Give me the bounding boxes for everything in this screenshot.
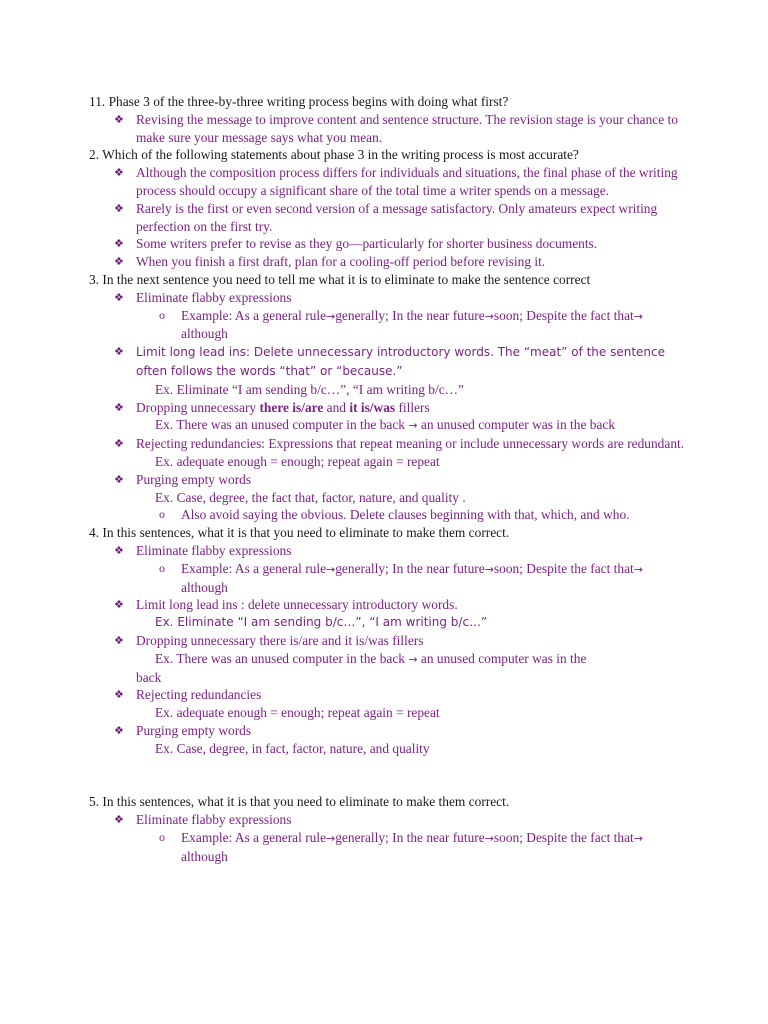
diamond-bullet-icon: ❖ [114, 345, 124, 359]
arrow-icon: → [484, 309, 494, 323]
circle-bullet-icon: o [159, 307, 165, 322]
arrow-icon: → [326, 832, 336, 846]
diamond-bullet-icon: ❖ [114, 723, 124, 737]
diamond-bullet-icon: ❖ [114, 400, 124, 414]
example-line: Ex. There was an unused computer in the back → an unused computer was in the [155, 650, 587, 666]
question-2: 2. Which of the following statements about phase 3 in the writing process is most accurate? [89, 147, 579, 163]
answer-bullet: ❖ Limit long lead ins : delete unnecessary introductory words. [114, 597, 458, 613]
question-5: 5. In this sentences, what it is that you need to eliminate to make them correct. [89, 794, 510, 810]
diamond-bullet-icon: ❖ [114, 237, 124, 251]
answer-bullet: ❖ Dropping unnecessary there is/are and it is/was fillers [114, 632, 424, 648]
answer-bullet: ❖ Rarely is the first or even second version of a message satisfactory. Only amateurs expect writing perfection on the first try. [114, 200, 658, 234]
answer-bullet: ❖ Eliminate flabby expressions [114, 542, 292, 558]
arrow-icon: → [633, 832, 643, 846]
diamond-bullet-icon: ❖ [114, 543, 124, 557]
diamond-bullet-icon: ❖ [114, 437, 124, 451]
example-line: Ex. Case, degree, in fact, factor, nature, and quality [155, 740, 430, 756]
example-line: Ex. adequate enough = enough; repeat again = repeat [155, 453, 440, 469]
sub-bullet: o Example: As a general rule→generally; In the near future→soon; Despite the fact that→ although [159, 560, 643, 595]
diamond-bullet-icon: ❖ [114, 688, 124, 702]
sub-bullet: o Example: As a general rule→generally; In the near future→soon; Despite the fact that→ although [159, 830, 643, 864]
diamond-bullet-icon: ❖ [114, 201, 124, 215]
arrow-icon: → [326, 562, 336, 576]
arrow-icon: → [408, 652, 418, 666]
answer-bullet: ❖ Revising the message to improve content and sentence structure. The revision stage is your chance to make sure your message says what you mean. [114, 111, 678, 145]
diamond-bullet-icon: ❖ [114, 472, 124, 486]
arrow-icon: → [484, 562, 494, 576]
answer-bullet: ❖ Eliminate flabby expressions [114, 289, 292, 305]
question-4: 4. In this sentences, what it is that you need to eliminate to make them correct. [89, 525, 510, 541]
diamond-bullet-icon: ❖ [114, 112, 124, 126]
circle-bullet-icon: o [159, 830, 165, 845]
arrow-icon: → [633, 562, 643, 576]
answer-bullet: ❖ Dropping unnecessary there is/are and it is/was fillers [114, 399, 430, 415]
sub-bullet: o Example: As a general rule→generally; In the near future→soon; Despite the fact that→ although [159, 307, 643, 342]
example-line: Ex. There was an unused computer in the back → an unused computer was in the back [155, 417, 616, 433]
answer-bullet: ❖ Some writers prefer to revise as they go—particularly for shorter business documents. [114, 236, 598, 252]
example-line: Ex. Eliminate “I am sending b/c…”, “I am writing b/c…” [155, 381, 465, 397]
answer-bullet: ❖ Although the composition process differs for individuals and situations, the final phase of the writing process should occupy a significant share of the total time a writer spends on a message. [114, 165, 678, 198]
arrow-icon: → [484, 832, 494, 846]
circle-bullet-icon: o [159, 560, 165, 575]
sub-bullet: o Also avoid saying the obvious. Delete clauses beginning with that, which, and who. [159, 507, 630, 523]
example-line-wrap: back [136, 669, 162, 685]
circle-bullet-icon: o [159, 507, 165, 522]
question-3: 3. In the next sentence you need to tell me what it is to eliminate to make the sentence correct [89, 271, 591, 287]
blank-space [89, 757, 689, 793]
diamond-bullet-icon: ❖ [114, 166, 124, 180]
example-line: Ex. adequate enough = enough; repeat again = repeat [155, 705, 440, 721]
answer-bullet: ❖ Rejecting redundancies [114, 687, 262, 703]
answer-bullet: ❖ Eliminate flabby expressions [114, 812, 292, 828]
arrow-icon: → [326, 309, 336, 323]
diamond-bullet-icon: ❖ [114, 598, 124, 612]
arrow-icon: → [633, 309, 643, 323]
answer-bullet: ❖ Purging empty words [114, 722, 252, 738]
diamond-bullet-icon: ❖ [114, 290, 124, 304]
example-line: Ex. Case, degree, the fact that, factor, nature, and quality . [155, 489, 466, 505]
example-line: Ex. Eliminate “I am sending b/c…”, “I am writing b/c…” [155, 615, 488, 630]
answer-bullet: ❖ Rejecting redundancies: Expressions that repeat meaning or include unnecessary words are redundant. [114, 436, 685, 452]
arrow-icon: → [408, 419, 418, 433]
answer-bullet: ❖ When you finish a first draft, plan for a cooling-off period before revising it. [114, 254, 546, 270]
question-11: 11. Phase 3 of the three-by-three writing process begins with doing what first? [89, 94, 509, 109]
diamond-bullet-icon: ❖ [114, 255, 124, 269]
answer-bullet: ❖ Limit long lead ins: Delete unnecessary introductory words. The “meat” of the sentence often follows the words “that” or “because.” [114, 345, 666, 378]
diamond-bullet-icon: ❖ [114, 813, 124, 827]
diamond-bullet-icon: ❖ [114, 633, 124, 647]
answer-bullet: ❖ Purging empty words [114, 471, 252, 487]
